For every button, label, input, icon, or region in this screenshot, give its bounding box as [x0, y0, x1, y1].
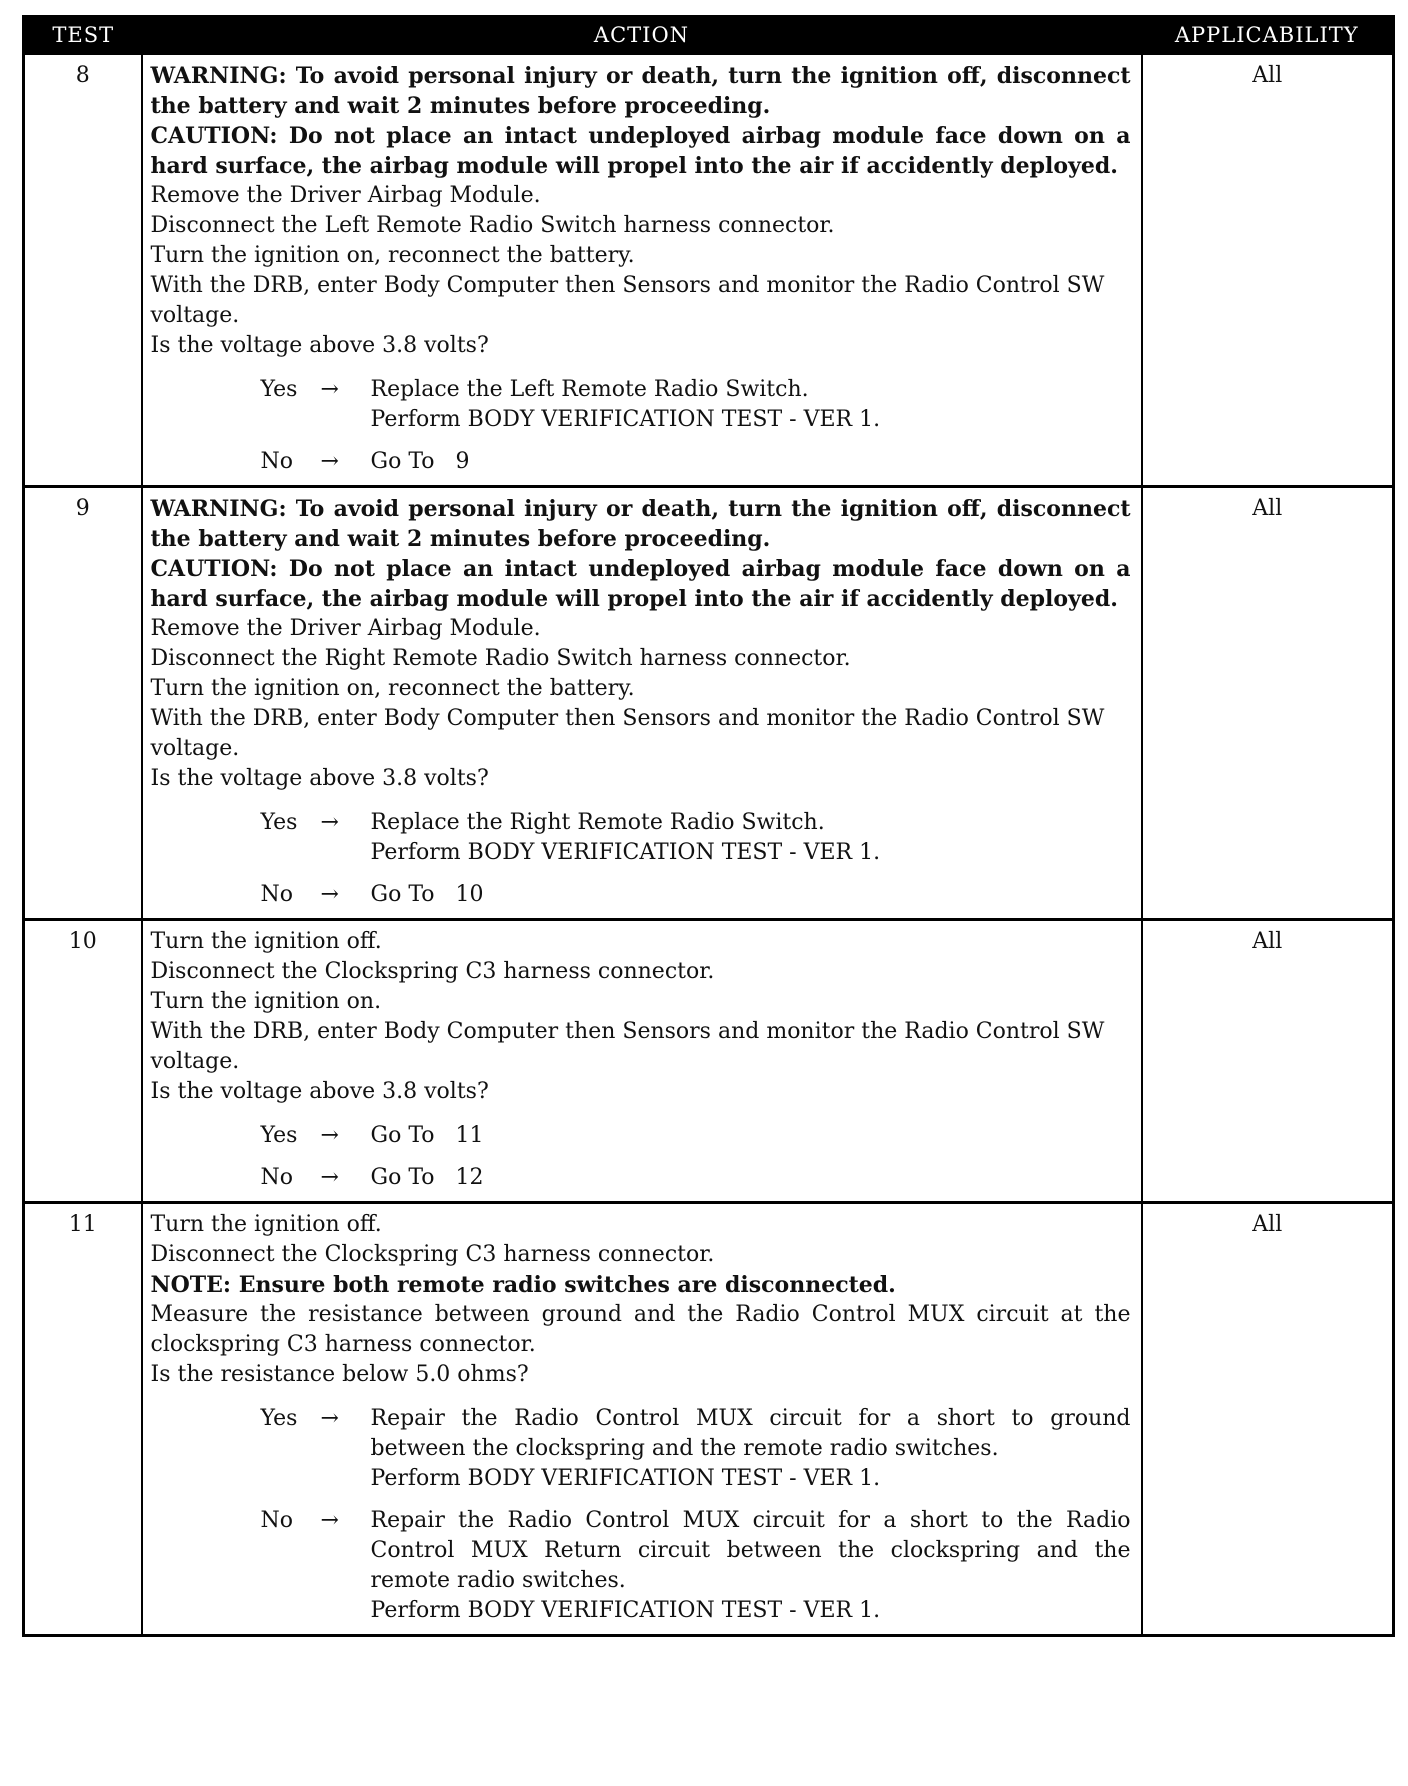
table-row [24, 487, 1394, 920]
header-test: TEST [24, 17, 142, 54]
result-label: Yes [260, 1123, 298, 1148]
step-text: Disconnect the Left Remote Radio Switch harness connector. [150, 213, 835, 238]
test-number: 10 [24, 920, 142, 1203]
result-label: Yes [260, 810, 298, 835]
result-text: Perform BODY VERIFICATION TEST - VER 1. [370, 1466, 881, 1491]
step-text: With the DRB, enter Body Computer then Sensors and monitor the Radio Control SW voltage. [150, 706, 1105, 761]
arrow-right-icon: → [320, 882, 339, 907]
table-row [24, 920, 1394, 1203]
question-text: Is the voltage above 3.8 volts? [150, 333, 489, 358]
step-text: Turn the ignition off. [150, 929, 382, 954]
warning-text: WARNING: To avoid personal injury or death, turn the ignition off, disconnect the battery and wait 2 minutes before proceeding. [150, 63, 1131, 119]
result-text: Perform BODY VERIFICATION TEST - VER 1. [370, 407, 881, 432]
table-row [24, 54, 1394, 487]
arrow-right-icon: → [320, 1406, 339, 1431]
result-label: No [260, 882, 293, 907]
action-cell [142, 920, 1142, 1203]
result-text: Repair the Radio Control MUX circuit for a short to the Radio Control MUX Return circuit between the clockspring and the remote radio switches. [370, 1508, 1131, 1593]
caution-text: CAUTION: Do not place an intact undeployed airbag module face down on a hard surface, the airbag module will propel into the air if accidently deployed. [150, 123, 1131, 179]
diagnostic-test-page [22, 15, 1392, 1637]
result-text: Repair the Radio Control MUX circuit for a short to ground between the clockspring and the remote radio switches. [370, 1406, 1131, 1461]
result-label: No [260, 1165, 293, 1190]
result-body [371, 375, 1131, 435]
step-text: Disconnect the Clockspring C3 harness connector. [150, 1242, 715, 1267]
result-text: Replace the Left Remote Radio Switch. [370, 377, 809, 402]
question-text: Is the resistance below 5.0 ohms? [150, 1362, 529, 1387]
action-cell [142, 1203, 1142, 1636]
result-text: Perform BODY VERIFICATION TEST - VER 1. [370, 840, 881, 865]
result-label: No [260, 449, 293, 474]
step-text: Measure the resistance between ground and the Radio Control MUX circuit at the clockspring C3 harness connector. [150, 1302, 1131, 1357]
result-text: Replace the Right Remote Radio Switch. [370, 810, 825, 835]
table-header-row [24, 17, 1394, 54]
note-text: NOTE: Ensure both remote radio switches are disconnected. [150, 1272, 896, 1298]
result-no [261, 447, 1131, 477]
diagnostic-test-table [22, 15, 1395, 1637]
header-applicability: APPLICABILITY [1142, 17, 1394, 54]
test-number: 11 [24, 1203, 142, 1636]
action-cell [142, 487, 1142, 920]
warning-text: WARNING: To avoid personal injury or death, turn the ignition off, disconnect the battery and wait 2 minutes before proceeding. [150, 496, 1131, 552]
arrow-right-icon: → [320, 1508, 339, 1533]
test-number: 9 [24, 487, 142, 920]
step-text: With the DRB, enter Body Computer then Sensors and monitor the Radio Control SW voltage. [150, 1019, 1105, 1074]
step-text: With the DRB, enter Body Computer then Sensors and monitor the Radio Control SW voltage. [150, 273, 1105, 328]
result-text: Go To 12 [370, 1165, 484, 1190]
result-label: Yes [260, 377, 298, 402]
applicability-value: All [1142, 1203, 1394, 1636]
result-text: Perform BODY VERIFICATION TEST - VER 1. [370, 1598, 881, 1623]
applicability-value: All [1142, 487, 1394, 920]
result-yes [261, 1121, 1131, 1151]
result-no [261, 880, 1131, 910]
step-text: Disconnect the Clockspring C3 harness connector. [150, 959, 715, 984]
result-text: Go To 10 [370, 882, 484, 907]
header-action: ACTION [142, 17, 1142, 54]
applicability-value: All [1142, 54, 1394, 487]
question-text: Is the voltage above 3.8 volts? [150, 766, 489, 791]
arrow-right-icon: → [320, 377, 339, 402]
arrow-right-icon: → [320, 1123, 339, 1148]
result-body [371, 808, 1131, 868]
action-cell [142, 54, 1142, 487]
result-body [371, 1121, 1131, 1151]
result-no [261, 1506, 1131, 1626]
step-text: Turn the ignition on, reconnect the battery. [150, 243, 635, 268]
result-yes [261, 808, 1131, 868]
result-label: Yes [260, 1406, 298, 1431]
step-text: Remove the Driver Airbag Module. [150, 616, 541, 641]
step-text: Disconnect the Right Remote Radio Switch harness connector. [150, 646, 851, 671]
result-text: Go To 9 [370, 449, 470, 474]
result-text: Go To 11 [370, 1123, 484, 1148]
result-body [371, 1506, 1131, 1626]
step-text: Remove the Driver Airbag Module. [150, 183, 541, 208]
result-body [371, 1404, 1131, 1494]
result-body [371, 447, 1131, 477]
applicability-value: All [1142, 920, 1394, 1203]
arrow-right-icon: → [320, 810, 339, 835]
result-body [371, 880, 1131, 910]
result-label: No [260, 1508, 293, 1533]
test-number: 8 [24, 54, 142, 487]
arrow-right-icon: → [320, 1165, 339, 1190]
result-yes [261, 375, 1131, 435]
result-yes [261, 1404, 1131, 1494]
result-body [371, 1163, 1131, 1193]
step-text: Turn the ignition on. [150, 989, 382, 1014]
arrow-right-icon: → [320, 449, 339, 474]
caution-text: CAUTION: Do not place an intact undeployed airbag module face down on a hard surface, the airbag module will propel into the air if accidently deployed. [150, 556, 1131, 612]
table-row [24, 1203, 1394, 1636]
result-no [261, 1163, 1131, 1193]
question-text: Is the voltage above 3.8 volts? [150, 1079, 489, 1104]
step-text: Turn the ignition on, reconnect the battery. [150, 676, 635, 701]
step-text: Turn the ignition off. [150, 1212, 382, 1237]
